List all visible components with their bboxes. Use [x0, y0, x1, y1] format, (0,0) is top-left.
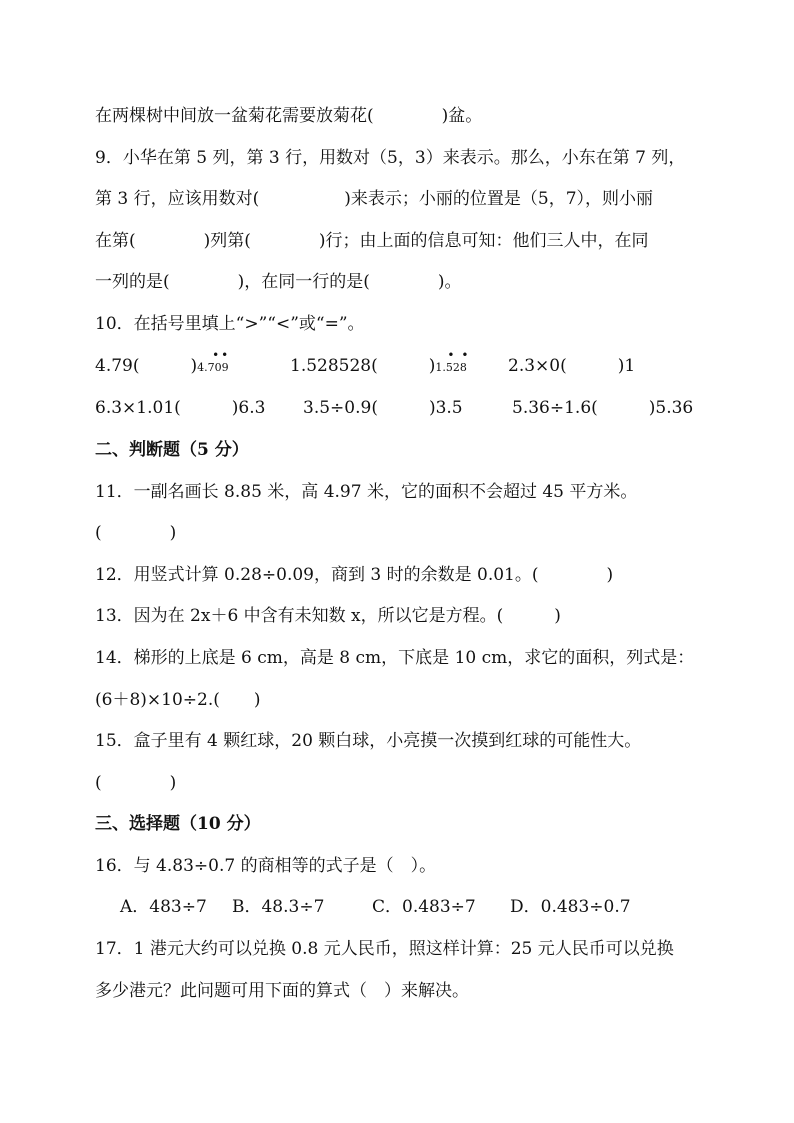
- option-d: D．0.483÷0.7: [510, 897, 631, 917]
- question-17-line-1: 17．1 港元大约可以兑换 0.8 元人民币，照这样计算：25 元人民币可以兑换: [95, 939, 674, 959]
- question-16: 16．与 4.83÷0.7 的商相等的式子是（ ）。: [95, 856, 437, 876]
- repeat-dot-icon: •: [461, 348, 469, 362]
- question-9-line-3: 在第( )列第( )行；由上面的信息可知：他们三人中，在同: [95, 231, 649, 251]
- compare-item-6: 5.36÷1.6( )5.36: [512, 398, 694, 418]
- repeat-dot-icon: •: [447, 348, 455, 362]
- question-10-title: 10．在括号里填上“>”“<”或“=”。: [95, 314, 365, 334]
- question-9-line-1: 9．小华在第 5 列，第 3 行，用数对（5，3）来表示。那么，小东在第 7 列，: [95, 148, 686, 168]
- compare-item-2: [290, 348, 469, 380]
- question-9-line-4: 一列的是( )，在同一行的是( )。: [95, 272, 462, 292]
- compare-left-1: 4.79( ): [95, 356, 198, 376]
- question-13: 13．因为在 2x＋6 中含有未知数 x，所以它是方程。( ): [95, 606, 561, 626]
- repeat-dot-icon: •: [221, 348, 229, 362]
- compare-item-3: 2.3×0( )1: [508, 356, 636, 376]
- question-11: 11．一副名画长 8.85 米，高 4.97 米，它的面积不会超过 45 平方米。: [95, 482, 638, 502]
- question-15-answer-paren: ( ): [95, 773, 177, 793]
- option-a: A．483÷7: [120, 897, 207, 917]
- question-9-line-2: 第 3 行，应该用数对( )来表示；小丽的位置是（5，7），则小丽: [95, 189, 654, 209]
- question-17-line-2: 多少港元？此问题可用下面的算式（ ）来解决。: [95, 981, 469, 1001]
- question-8-continuation: 在两棵树中间放一盆菊花需要放菊花( )盆。: [95, 106, 483, 126]
- option-c: C．0.483÷7: [372, 897, 476, 917]
- question-14-line-1: 14．梯形的上底是 6 cm，高是 8 cm，下底是 10 cm，求它的面积，列式是：: [95, 648, 695, 668]
- repeat-dot-icon: •: [212, 348, 220, 362]
- question-12: 12．用竖式计算 0.28÷0.09，商到 3 时的余数是 0.01。( ): [95, 565, 614, 585]
- question-11-answer-paren: ( ): [95, 523, 177, 543]
- section-2-title: 二、判断题（5 分）: [95, 440, 249, 460]
- compare-item-5: 3.5÷0.9( )3.5: [303, 398, 463, 418]
- option-b: B．48.3÷7: [232, 897, 325, 917]
- compare-left-2: 1.528528( ): [290, 356, 436, 376]
- repeating-decimal-2: 1.528 • •: [435, 348, 469, 374]
- section-3-title: 三、选择题（10 分）: [95, 814, 261, 834]
- question-14-line-2: (6＋8)×10÷2.( ): [95, 690, 261, 710]
- compare-item-4: 6.3×1.01( )6.3: [95, 398, 266, 418]
- compare-item-1: [95, 348, 229, 380]
- repeating-decimal-1: 4.709 • •: [197, 348, 229, 374]
- question-15: 15．盒子里有 4 颗红球，20 颗白球，小亮摸一次摸到红球的可能性大。: [95, 731, 642, 751]
